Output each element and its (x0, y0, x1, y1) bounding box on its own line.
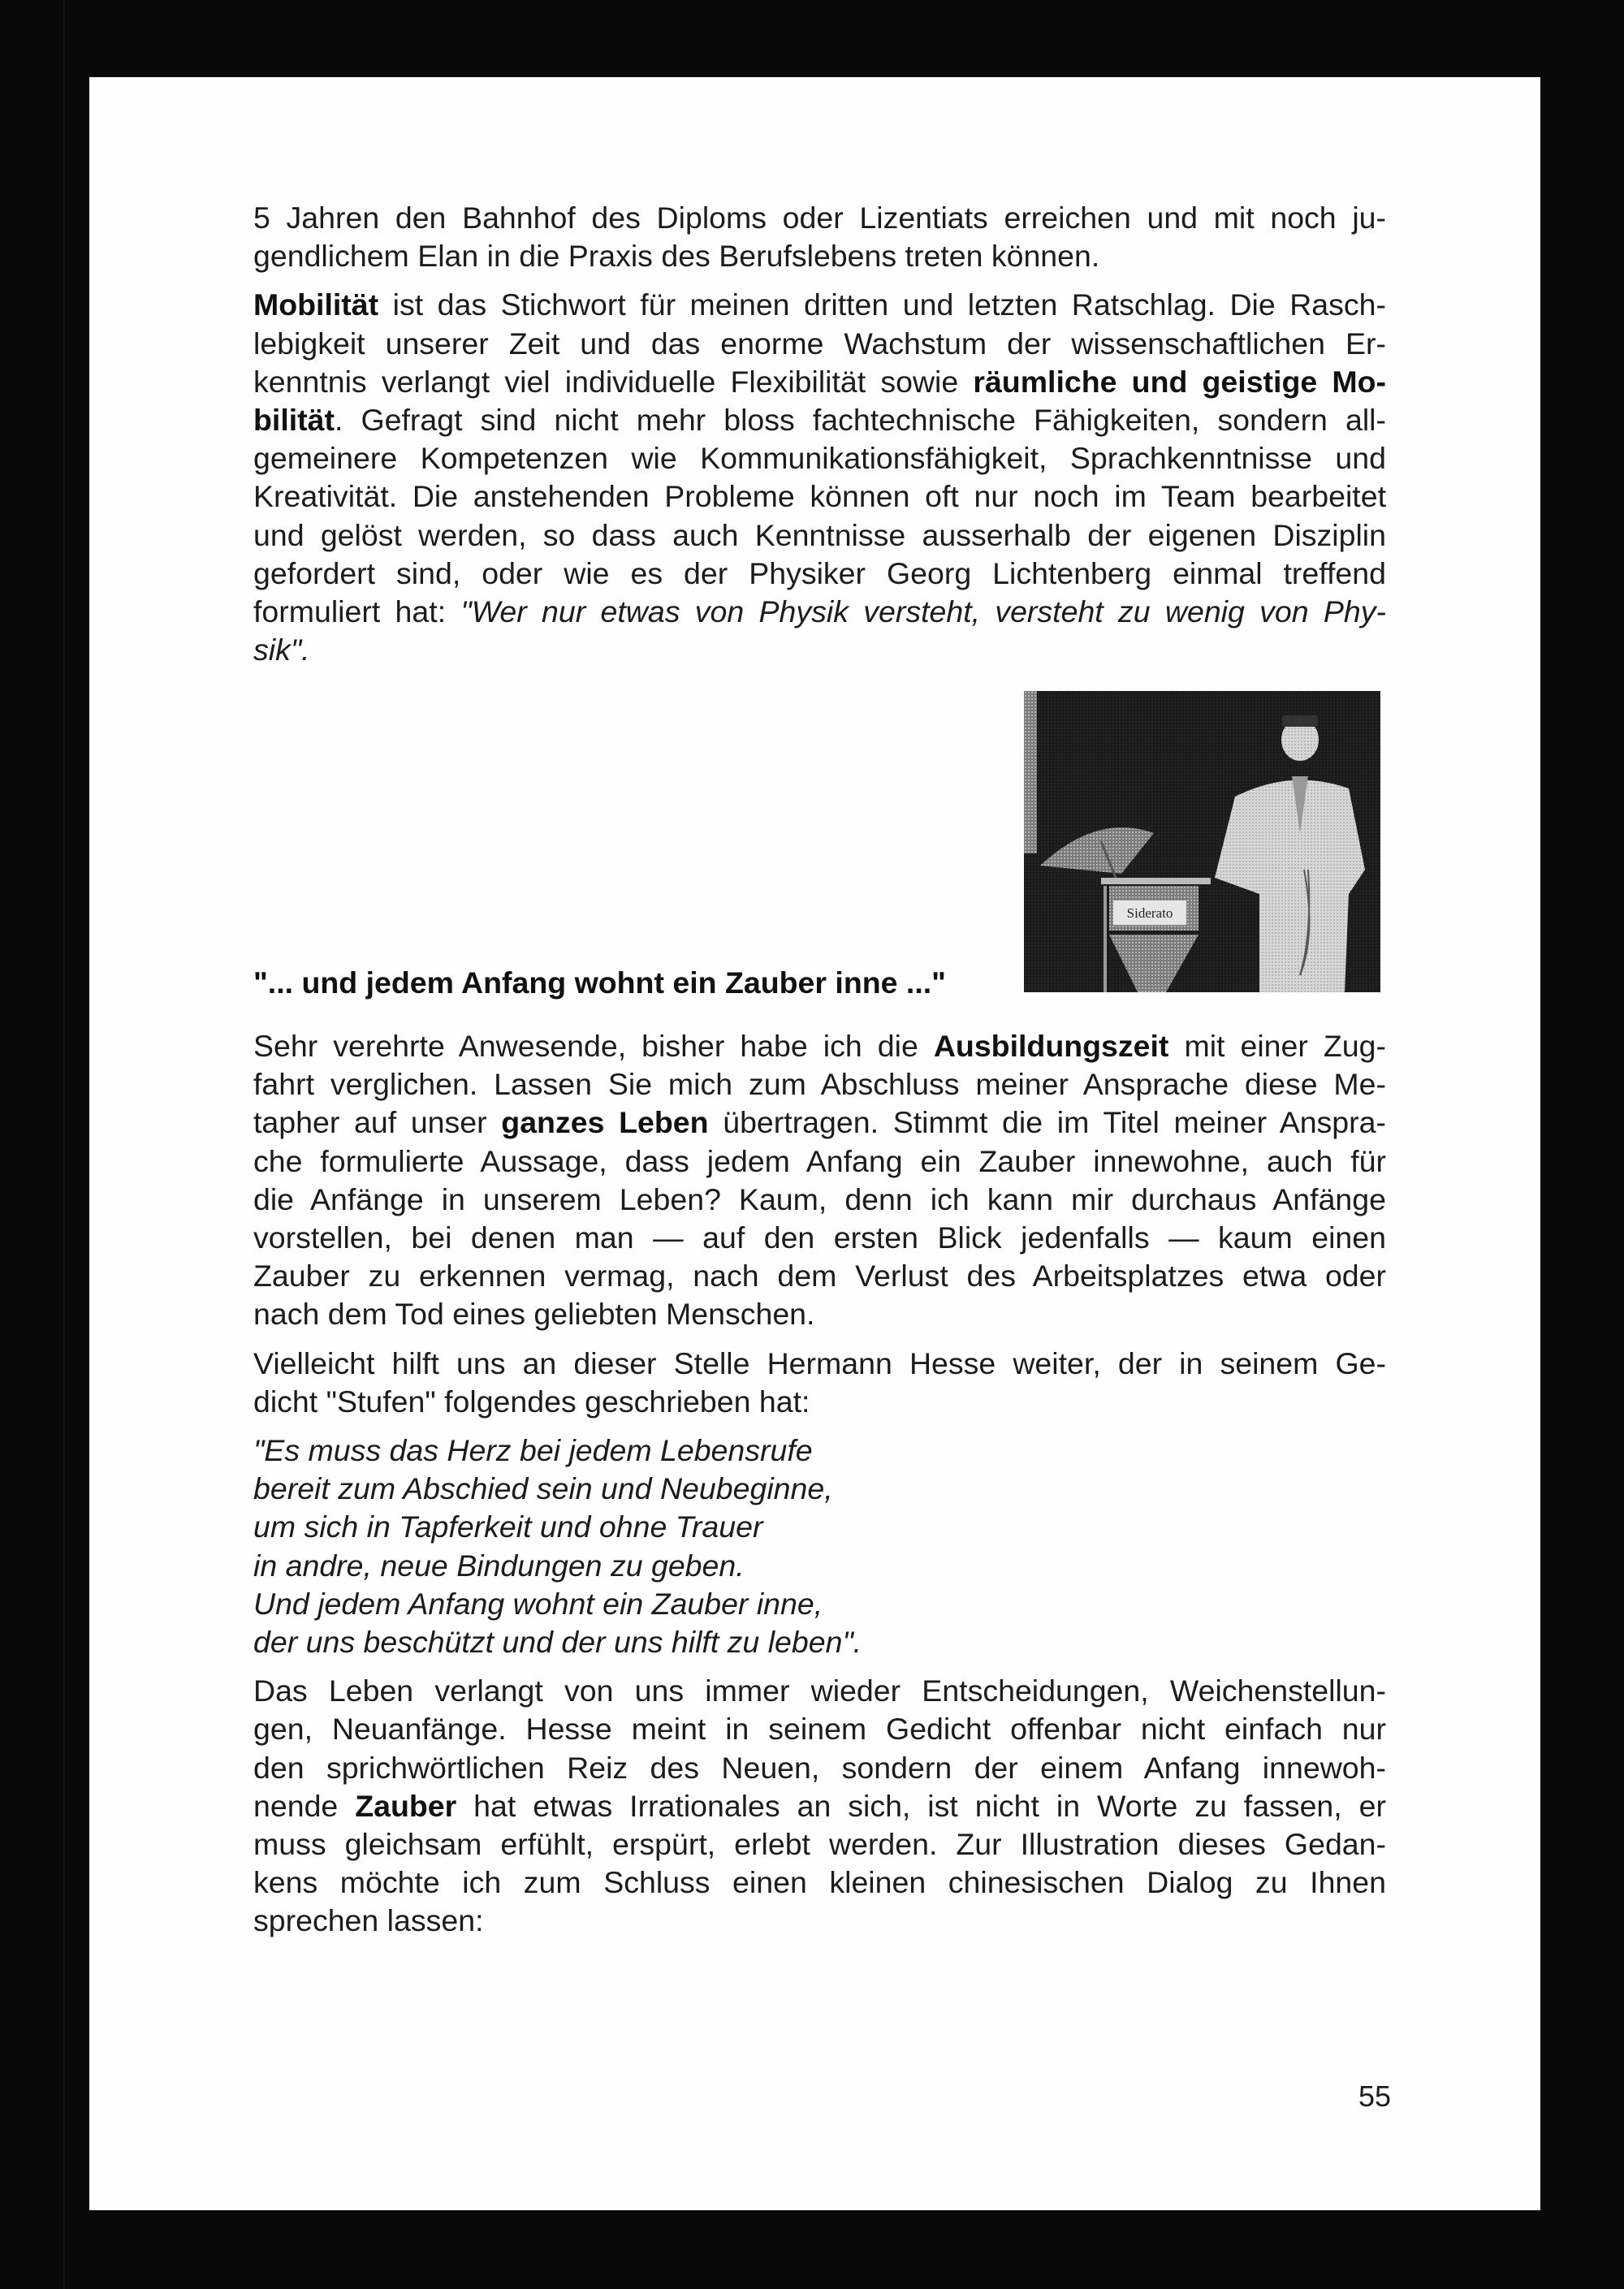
text-run: che formulierte Aussage, dass jedem Anfang ein Zauber innewohne, auch für (253, 1143, 1386, 1178)
text-run: den sprichwörtlichen Reiz des Neuen, sondern der einem Anfang innewoh- (253, 1750, 1386, 1785)
text-run: tapher auf unser (253, 1105, 502, 1140)
page-number: 55 (1358, 2080, 1392, 2113)
paragraph (253, 1345, 1386, 1421)
paragraph (253, 199, 1386, 275)
poem-line: bereit zum Abschied sein und Neubeginne, (253, 1471, 833, 1506)
text-line (253, 439, 1386, 477)
text-run: ist das Stichwort für meinen dritten und letzten Ratschlag. Die Rasch- (378, 287, 1386, 322)
text-run: vorstellen, bei denen man — auf den ersten Blick jedenfalls — kaum einen (253, 1220, 1386, 1255)
text-run: und gelöst werden, so dass auch Kenntnisse ausserhalb der eigenen Disziplin (253, 517, 1386, 552)
text-line (253, 1787, 1386, 1825)
magician-photo (1024, 691, 1380, 992)
lower-text-block (253, 1027, 1386, 1951)
text-run: nende (253, 1788, 356, 1823)
text-run: die Anfänge in unserem Leben? Kaum, denn ich kann mir durchaus Anfänge (253, 1181, 1386, 1216)
text-line (253, 325, 1386, 363)
text-line (253, 1103, 1386, 1142)
poem-line: in andre, neue Bindungen zu geben. (253, 1548, 745, 1583)
text-line (253, 1181, 1386, 1219)
text-line (253, 555, 1386, 593)
text-run: gemeinere Kompetenzen wie Kommunikationsfähigkeit, Sprachkenntnisse und (253, 441, 1386, 476)
text-line (253, 1749, 1386, 1787)
text-line (253, 401, 1386, 439)
text-run: gendlichem Elan in die Praxis des Berufslebens treten können. (253, 239, 1100, 274)
text-line (253, 363, 1386, 401)
text-line (253, 1065, 1386, 1103)
italic-quote: sik". (253, 633, 310, 667)
text-run: kenntnis verlangt viel individuelle Flexibilität sowie (253, 364, 974, 399)
text-line (253, 1027, 1386, 1065)
poem-line: um sich in Tapferkeit und ohne Trauer (253, 1509, 763, 1544)
scan-border (63, 0, 65, 2289)
text-line (253, 1902, 1386, 1940)
text-line (253, 1345, 1386, 1383)
poem-line: der uns beschützt und der uns hilft zu leben". (253, 1625, 862, 1660)
text-line (253, 477, 1386, 516)
hesse-poem-quote (253, 1432, 1386, 1661)
text-run: gefordert sind, oder wie es der Physiker Georg Lichtenberg einmal treffend (253, 555, 1386, 590)
text-run: fahrt verglichen. Lassen Sie mich zum Abschluss meiner Ansprache diese Me- (253, 1067, 1386, 1102)
text-line (253, 1383, 1386, 1421)
text-run: Kreativität. Die anstehenden Probleme können oft nur noch im Team bearbeitet (253, 479, 1386, 514)
text-run: hat etwas Irrationales an sich, ist nicht in Worte zu fassen, er (456, 1788, 1386, 1823)
text-line (253, 1295, 1386, 1333)
text-line (253, 1257, 1386, 1295)
bold-text: bilität (253, 403, 335, 438)
text-line (253, 516, 1386, 555)
text-run: sprechen lassen: (253, 1903, 484, 1938)
poem-line: "Es muss das Herz bei jedem Lebensrufe (253, 1433, 813, 1468)
text-line (253, 1825, 1386, 1864)
section-heading: "... und jedem Anfang wohnt ein Zauber inne ..." (253, 965, 946, 1000)
text-line (253, 1864, 1386, 1902)
paragraph (253, 1672, 1386, 1940)
text-run: gen, Neuanfänge. Hesse meint in seinem Gedicht offenbar nicht einfach nur (253, 1712, 1386, 1747)
italic-quote: "Wer nur etwas von Physik versteht, versteht zu wenig von Phy- (460, 594, 1386, 629)
text-line (253, 286, 1386, 324)
text-line (253, 199, 1386, 237)
text-run: mit einer Zug- (1168, 1029, 1386, 1063)
bold-text: Mobilität (253, 287, 379, 322)
text-run: Vielleicht hilft uns an dieser Stelle Hermann Hesse weiter, der in seinem Ge- (253, 1345, 1386, 1380)
paragraph (253, 286, 1386, 669)
text-run: nach dem Tod eines geliebten Menschen. (253, 1297, 815, 1332)
text-run: 5 Jahren den Bahnhof des Diploms oder Lizentiats erreichen und mit noch ju- (253, 201, 1386, 235)
bold-text: ganzes Leben (501, 1105, 709, 1140)
text-run: Zauber zu erkennen vermag, nach dem Verlust des Arbeitsplatzes etwa oder (253, 1259, 1386, 1294)
document-page (89, 77, 1540, 2210)
text-run: kens möchte ich zum Schluss einen kleinen chinesischen Dialog zu Ihnen (253, 1865, 1386, 1900)
paragraph (253, 1027, 1386, 1334)
upper-text-block (253, 199, 1386, 680)
poem-line: Und jedem Anfang wohnt ein Zauber inne, (253, 1586, 823, 1621)
text-line (253, 1710, 1386, 1748)
text-line (253, 631, 1386, 669)
text-line (253, 593, 1386, 631)
magician-photo-illustration (1024, 691, 1380, 992)
text-run: Sehr verehrte Anwesende, bisher habe ich die (253, 1029, 934, 1063)
text-run: muss gleichsam erfühlt, erspürt, erlebt werden. Zur Illustration dieses Gedan- (253, 1827, 1386, 1862)
bold-text: räumliche und geistige Mo- (973, 364, 1387, 399)
text-run: übertragen. Stimmt die im Titel meiner Anspra- (708, 1105, 1386, 1140)
text-run: Das Leben verlangt von uns immer wieder Entscheidungen, Weichenstellun- (253, 1674, 1386, 1708)
text-run: lebigkeit unserer Zeit und das enorme Wachstum der wissenschaftlichen Er- (253, 326, 1386, 361)
bold-text: Zauber (355, 1788, 457, 1823)
siderato-sign: Siderato (1126, 905, 1173, 921)
text-run: formuliert hat: (253, 594, 461, 629)
text-line (253, 237, 1386, 275)
text-line (253, 1672, 1386, 1710)
bold-text: Ausbildungszeit (933, 1029, 1169, 1063)
text-line (253, 1219, 1386, 1257)
text-line (253, 1142, 1386, 1181)
text-run: dicht "Stufen" folgendes geschrieben hat: (253, 1384, 810, 1419)
text-run: . Gefragt sind nicht mehr bloss fachtechnische Fähigkeiten, sondern all- (335, 403, 1386, 438)
